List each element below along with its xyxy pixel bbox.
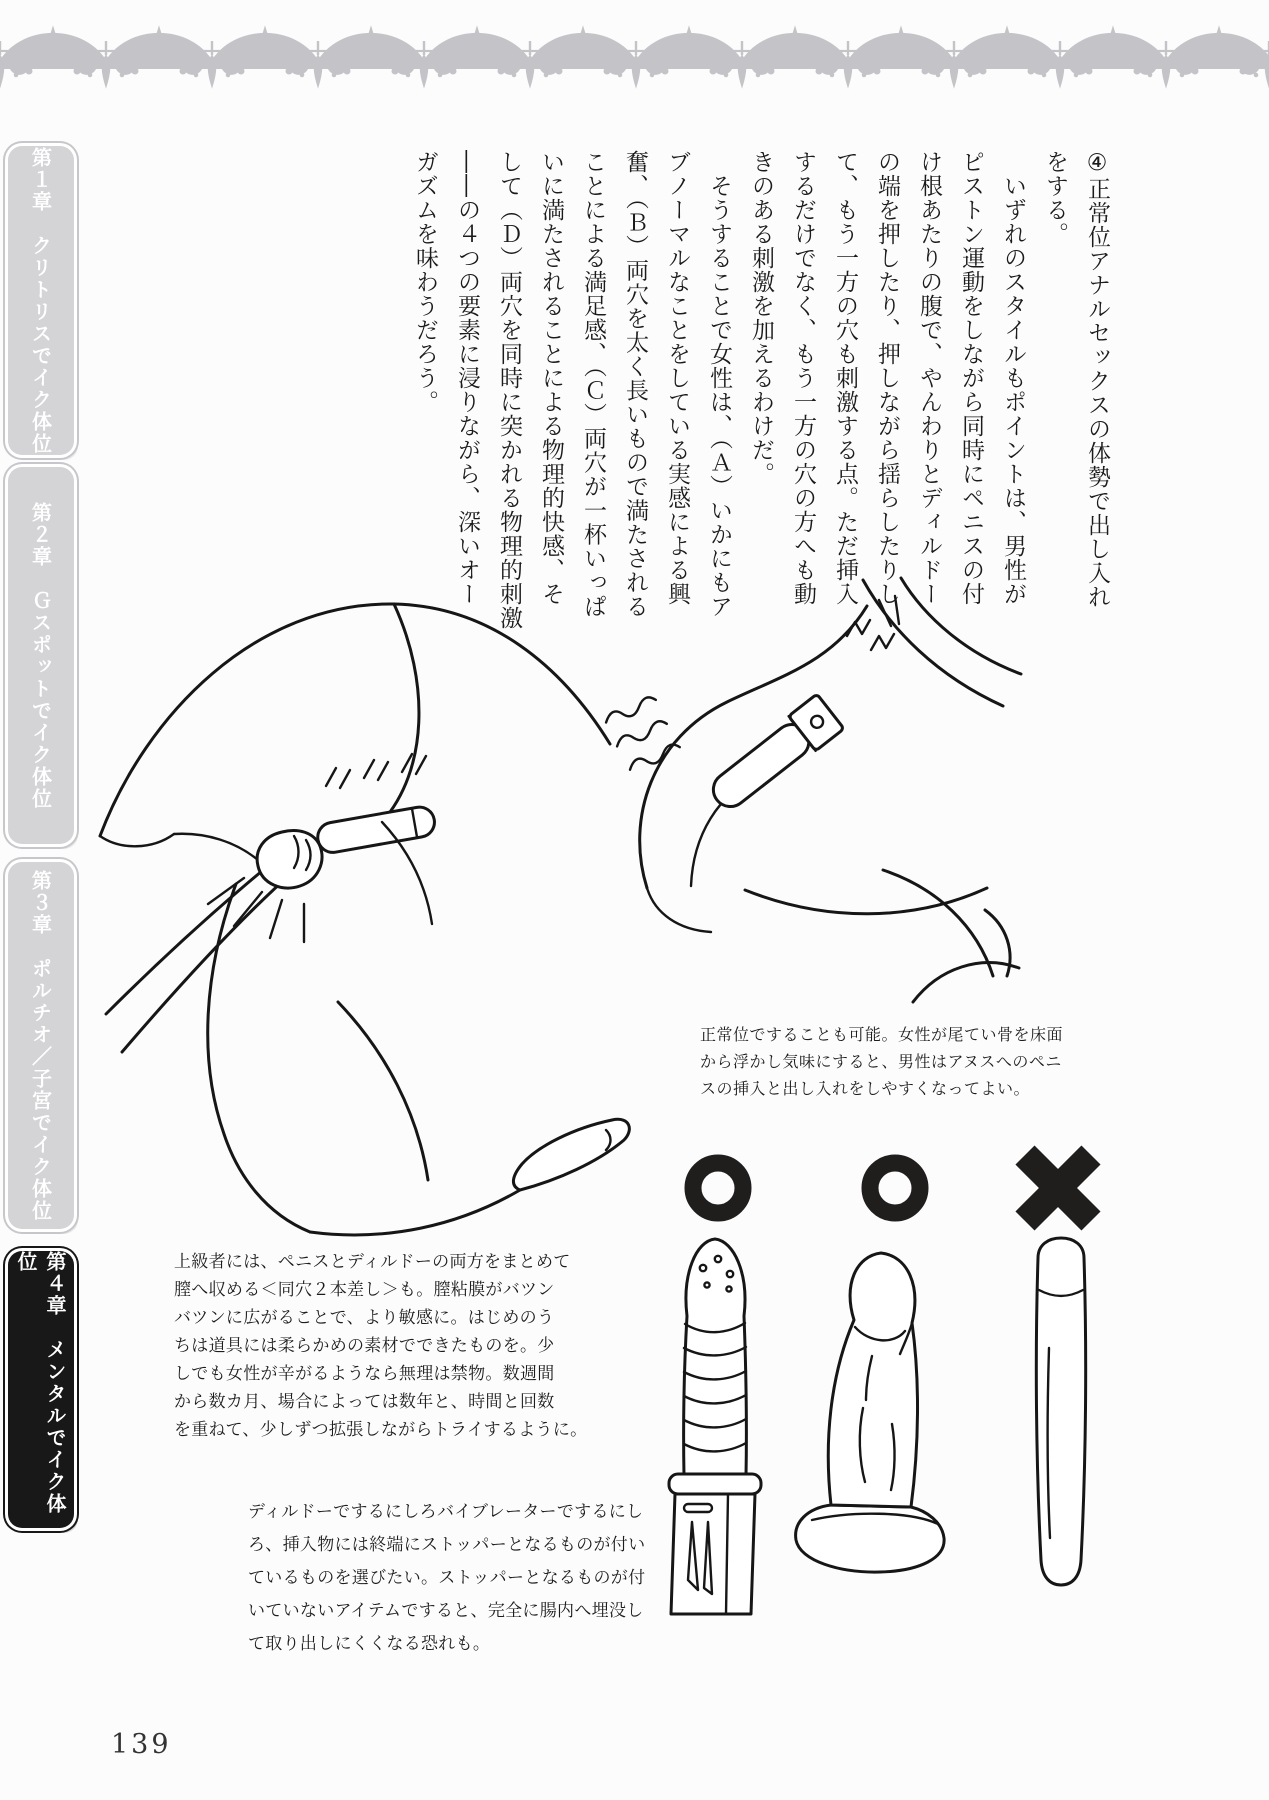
note-line: ろ、挿入物には終端にストッパーとなるものが付い — [248, 1535, 646, 1555]
circle-ok-icon — [870, 1163, 920, 1213]
article-column: いに満たされることによる物理的快感、そ — [538, 150, 564, 606]
article-column: そうすることで女性は、（Ａ）いかにもア — [706, 150, 732, 619]
note-line: ディルドーでするにしろバイブレーターでするにし — [248, 1502, 644, 1522]
caption-line: 正常位ですることも可能。女性が尾てい骨を床面 — [700, 1025, 1064, 1044]
illustration-dildo — [796, 1253, 944, 1572]
illustration-ribbed-vibrator — [669, 1239, 761, 1614]
note-line: ちは道具には柔らかめの素材でできたものを。少 — [174, 1336, 555, 1356]
note-line: から数カ月、場合によっては数年と、時間と回数 — [174, 1392, 555, 1412]
sidebar-tab-chapter-1[interactable] — [8, 146, 74, 455]
article-column: して（Ｄ）両穴を同時に突かれる物理的刺激 — [496, 150, 522, 630]
article-column: ことによる満足感、（Ｃ）両穴が一杯いっぱ — [580, 150, 606, 619]
page-number: 139 — [111, 1729, 172, 1760]
note-line: を重ねて、少しずつ拡張しながらトライするように。 — [174, 1420, 588, 1440]
sidebar-tab-label: 第３章 ポルチオ／子宮でイク体位 — [28, 869, 53, 1222]
article-column: ――の４つの要素に浸りながら、深いオー — [454, 150, 480, 606]
sidebar-tab-chapter-4-active[interactable] — [8, 1251, 74, 1528]
note-line: いていないアイテムですると、完全に腸内へ埋没し — [248, 1601, 644, 1621]
article-column: の端を押したり、押しながら揺らしたりし — [874, 150, 900, 606]
note-line: て取り出しにくくなる恐れも。 — [248, 1634, 491, 1654]
figure-lineart — [603, 578, 1021, 1002]
article-column: ブノーマルなことをしている実感による興 — [664, 150, 690, 606]
note-line: 上級者には、ペニスとディルドーの両方をまとめて — [174, 1252, 571, 1272]
figure-lineart — [100, 604, 629, 1235]
article-column: きのある刺激を加えるわけだ。 — [748, 150, 774, 486]
vibration-ticks — [847, 620, 894, 650]
decorative-lace-border — [0, 5, 1269, 100]
advanced-technique-note — [174, 1248, 587, 1444]
note-line: バツンに広がることで、より敏感に。はじめのう — [174, 1308, 555, 1328]
circle-ok-icon — [693, 1163, 743, 1213]
article-column: ピストン運動をしながら同時にペニスの付 — [958, 150, 984, 606]
article-column: ④正常位アナルセックスの体勢で出し入れ — [1084, 150, 1110, 609]
note-line: しでも女性が辛がるようなら無理は禁物。数週間 — [174, 1364, 555, 1384]
vibrator-in-use — [703, 694, 844, 817]
article-column: するだけでなく、もう一方の穴の方へも動 — [790, 150, 816, 606]
sidebar-tab-label: 第２章 Ｇスポットでイク体位 — [28, 501, 53, 810]
article-column: ガズムを味わうだろう。 — [412, 150, 438, 414]
article-column: て、もう一方の穴も刺激する点。ただ挿入 — [832, 150, 858, 606]
note-line: ているものを選びたい。ストッパーとなるものが付 — [248, 1568, 646, 1588]
caption-line: から浮かし気味にすると、男性はアヌスへのペニ — [700, 1052, 1062, 1071]
sidebar-tab-chapter-2[interactable] — [8, 467, 74, 844]
article-column: いずれのスタイルもポイントは、男性が — [1000, 150, 1026, 606]
sidebar-tab-label: 第１章 クリトリスでイク体位 — [28, 146, 53, 455]
article-column: をする。 — [1042, 150, 1068, 246]
figure-caption — [700, 1021, 1063, 1102]
note-line: 膣へ収める＜同穴２本差し＞も。膣粘膜がバツン — [174, 1280, 555, 1300]
illustration-supine-position — [595, 578, 1025, 1010]
sidebar-tab-chapter-3[interactable] — [8, 862, 74, 1229]
caption-line: スの挿入と出し入れをしやすくなってよい。 — [700, 1079, 1031, 1098]
sidebar-tab-label: 第４章 メンタルでイク体位 — [14, 1251, 67, 1515]
illustration-plain-rod — [1036, 1238, 1085, 1585]
article-column: け根あたりの腹で、やんわりとディルドー — [916, 150, 942, 606]
cross-ng-icon — [1025, 1155, 1091, 1221]
article-column: 奮、（Ｂ）両穴を太く長いもので満たされる — [622, 150, 648, 619]
vibrator-in-hand — [257, 805, 437, 888]
illustration-kneeling-position — [86, 574, 638, 1248]
stopper-warning-note — [248, 1496, 645, 1661]
rating-marks — [660, 1140, 1120, 1236]
